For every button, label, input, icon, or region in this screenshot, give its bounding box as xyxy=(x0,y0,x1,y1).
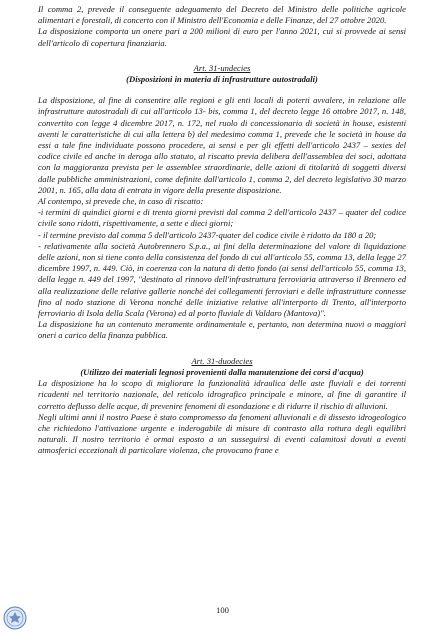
page-number: 100 xyxy=(216,605,229,615)
intro-paragraph-2: La disposizione comporta un onere pari a 200 milioni di euro per l'anno 2021, cui si provvede ai sensi dell'articolo di copertura finanziaria. xyxy=(38,26,406,48)
article-duodecies-title xyxy=(38,356,406,367)
article-undecies-paragraph-1: La disposizione, al fine di consentire alle regioni e gli enti locali di poterti avvalere, in relazione alle infrastrutture autostradali di cui all'articolo 13- bis, comma 1, del decreto legge 16 ottobre 2017, n. 148, convertito con legge 4 dicembre 2017, n. 172, nel ruolo di concessionario di società in house, esistenti aventi le caratteristiche di cui alla lettera b) del medesimo comma 1, prevede che le società in house da essi a tale fine individuate possono procedere, ai sensi e per gli effetti dell'articolo 2437 – sexies del codice civile ed anche in deroga allo statuto, al riscatto previa delibera dell'assemblea dei soci, adottata con la maggioranza prevista per le assemblee straordinarie, delle azioni di titolarità di soggetti diversi dalle pubbliche amministrazioni, come definite dall'articolo 1, comma 2, del decreto legislativo 30 marzo 2001, n. 165, alla data di entrata in vigore della presente disposizione. xyxy=(38,95,406,195)
article-duodecies-paragraph-1: La disposizione ha lo scopo di migliorare la funzionalità idraulica delle aste fluviali e dei torrenti ricadenti nel territorio nazionale, del reticolo idrografico principale e minore, al fine di garantire il corretto deflusso delle acque, di prevenire fenomeni di esondazione e di ridurre il rischio di alluvioni. xyxy=(38,378,406,411)
article-undecies-title xyxy=(38,63,406,74)
article-undecies-item-1: -i termini di quindici giorni e di trenta giorni previsti dal comma 2 dell'articolo 2437 – quater del codice civile sono ridotti, rispettivamente, a sette e dieci giorni; xyxy=(38,207,406,229)
intro-paragraph-1: Il comma 2, prevede il conseguente adeguamento del Decreto del Ministro delle politiche agricole alimentari e forestali, di concerto con il Ministro dell'Economia e delle Finanze, del 27 ottobre 2020. xyxy=(38,4,406,26)
article-undecies-subtitle: (Disposizioni in materia di infrastrutture autostradali) xyxy=(126,74,318,85)
article-duodecies-title-text: Art. 31-duodecies xyxy=(191,355,253,366)
article-undecies-title-text: Art. 31-undecies xyxy=(193,62,251,73)
article-undecies-paragraph-2: Al contempo, si prevede che, in caso di riscatto: xyxy=(38,196,204,207)
article-undecies-item-2: - il termine previsto dal comma 5 dell'articolo 2437-quater del codice civile è ridotto da 180 a 20; xyxy=(38,229,377,240)
article-duodecies-subtitle: (Utilizzo dei materiali legnosi provenienti dalla manutenzione dei corsi d'acqua) xyxy=(80,366,364,377)
article-duodecies-paragraph-2: Negli ultimi anni il nostro Paese è stato compromesso da fenomeni alluvionali e di dissesto idrogeologico che richiedono l'attivazione urgente e inderogabile di misure di contrasto alla rottura degli equilibri naturali. Il nostro territorio è ormai esposto a un susseguirsi di eventi calamitosi dovuti a eventi atmosferici eccezionali di particolare violenza, che provocano frane e xyxy=(38,411,406,456)
document-page xyxy=(38,4,406,457)
article-undecies-item-3: - relativamente alla società Autobrennero S.p.a., ai fini della determinazione del valore di liquidazione delle azioni, non si tiene conto della consistenza del fondo di cui all'articolo 55, comma 13, della legge 27 dicembre 1997, n. 449. Ciò, in coerenza con la natura di detto fondo (ai sensi dell'articolo 55, comma 13, della legge n. 449 del 1997, "destinato al rinnovo dell'infrastruttura ferroviaria attraverso il Brennero ed alla realizzazione delle relative gallerie nonché dei collegamenti ferroviari e delle infrastrutture connesse fino al nodo stazione di Verona nonché delle iniziative relative all'interporto di Trento, all'interporto ferroviario di Isola della Scala (Verona) ed al porto fluviale di Valdaro (Mantova)". xyxy=(38,240,406,319)
article-undecies-paragraph-final: La disposizione ha un contenuto meramente ordinamentale e, pertanto, non determina nuovi o maggiori oneri a carico della finanza pubblica. xyxy=(38,319,406,341)
